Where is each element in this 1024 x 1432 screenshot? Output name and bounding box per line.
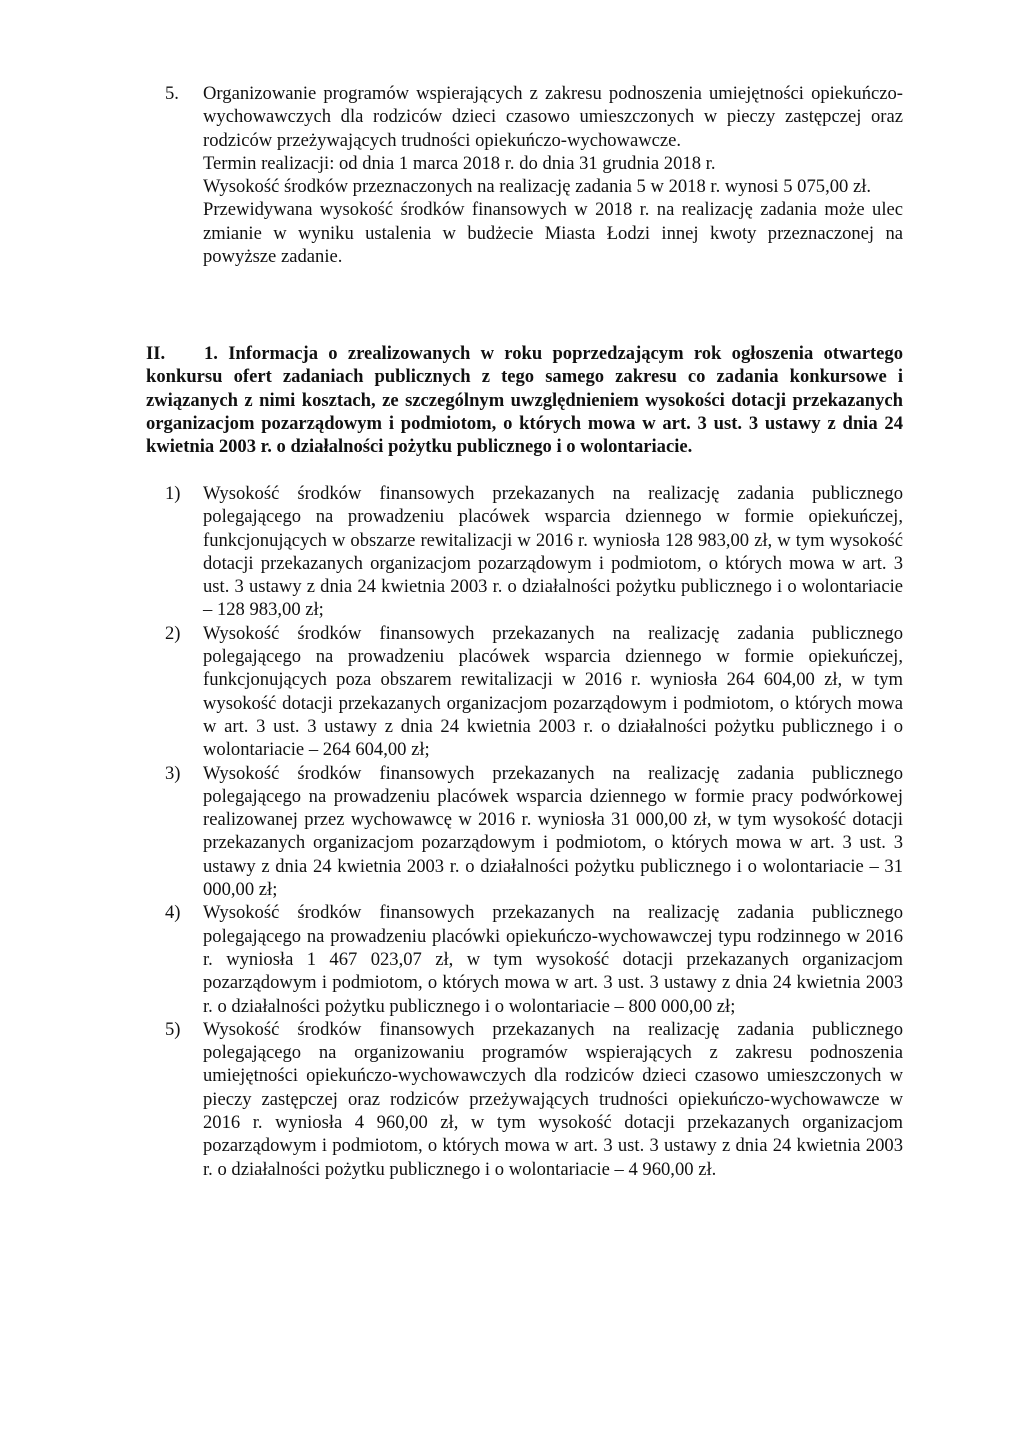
section-5-body [203,82,903,268]
list-item-text: Wysokość środków finansowych przekazanych na realizację zadania publicznego polegającego na prowadzeniu placówek wsparcia dziennego w formie opiekuńczej, funkcjonujących w obszarze rewitalizacji w 2016 r. wyniosła 128 983,00 zł, w tym wysokość dotacji przekazanych organizacjom pozarządowym i podmiotom, o których mowa w art. 3 ust. 3 ustawy z dnia 24 kwietnia 2003 r. o działalności pożytku publicznego i o wolontariacie – 128 983,00 zł; [203,483,903,621]
list-item-text: Wysokość środków finansowych przekazanych na realizację zadania publicznego polegającego na prowadzeniu placówek wsparcia dziennego w formie pracy podwórkowej realizowanej przez wychowawcę w 2016 r. wyniosła 31 000,00 zł, w tym wysokość dotacji przekazanych organizacjom pozarządowym i podmiotom, o których mowa w art. 3 ust. 3 ustawy z dnia 24 kwietnia 2003 r. o działalności pożytku publicznego i o wolontariacie – 31 000,00 zł; [203,762,903,901]
list-item [165,482,903,622]
list-item-text: Wysokość środków finansowych przekazanych na realizację zadania publicznego polegającego na prowadzeniu placówki opiekuńczo-wychowawczej typu rodzinnego w 2016 r. wyniosła 1 467 023,07 zł, w tym wysokość dotacji przekazanych organizacjom pozarządowym i podmiotom, o których mowa w art. 3 ust. 3 ustawy z dnia 24 kwietnia 2003 r. o działalności pożytku publicznego i o wolontariacie – 800 000,00 zł; [203,902,903,1017]
section-5-term: Termin realizacji: od dnia 1 marca 2018 r. do dnia 31 grudnia 2018 r. [203,152,716,174]
section-5-funds: Wysokość środków przeznaczonych na realizację zadania 5 w 2018 r. wynosi 5 075,00 zł. [203,176,872,198]
list-item [165,901,903,1017]
section-ii-heading: 1. Informacja o zrealizowanych w roku poprzedzającym rok ogłoszenia otwartego konkursu ofert zadaniach publicznych z tego samego zakresu co zadania konkursowe i związanych z nimi kosztach, ze szczególnym uwzględnieniem wysokości dotacji przekazanych organizacjom pozarządowym i podmiotom, o których mowa w art. 3 ust. 3 ustawy z dnia 24 kwietnia 2003 r. o działalności pożytku publicznego i o wolontariacie. [146,343,903,458]
section-5-number: 5. [165,83,179,104]
section-ii-number: II. [146,343,166,364]
list-item-marker: 1) [165,483,181,504]
list-item-marker: 3) [165,762,181,784]
section-5-description: Organizowanie programów wspierających z zakresu podnoszenia umiejętności opiekuńczo-wychowawczych dla rodziców dzieci czasowo umieszczonych w pieczy zastępczej oraz rodziców przeżywających trudności opiekuńczo-wychowawcze. [203,83,903,151]
list-item-text: Wysokość środków finansowych przekazanych na realizację zadania publicznego polegającego na organizowaniu programów wspierających z zakresu podnoszenia umiejętności opiekuńczo-wychowawczych dla rodziców dzieci czasowo umieszczonych w pieczy zastępczej oraz rodziców przeżywających trudności opiekuńczo-wychowawcze w 2016 r. wyniosła 4 960,00 zł, w tym wysokość dotacji przekazanych organizacjom pozarządowym i podmiotom, o których mowa w art. 3 ust. 3 ustawy z dnia 24 kwietnia 2003 r. o działalności pożytku publicznego i o wolontariacie – 4 960,00 zł. [203,1018,903,1180]
section-ii-heading-block [146,342,903,458]
list-item [165,1018,903,1181]
section-5-note: Przewidywana wysokość środków finansowych w 2018 r. na realizację zadania może ulec zmianie w wyniku ustalenia w budżecie Miasta Łodzi innej kwoty przeznaczonej na powyższe zadanie. [203,199,903,268]
list-item-marker: 5) [165,1018,181,1040]
list-item-marker: 4) [165,902,181,924]
funding-list [165,482,903,1181]
list-item-marker: 2) [165,622,181,644]
list-item [165,762,903,902]
list-item [165,622,903,762]
list-item-text: Wysokość środków finansowych przekazanych na realizację zadania publicznego polegającego na prowadzeniu placówek wsparcia dziennego w formie opiekuńczej, funkcjonujących poza obszarem rewitalizacji w 2016 r. wyniosła 264 604,00 zł, w tym wysokość dotacji przekazanych organizacjom pozarządowym i podmiotom, o których mowa w art. 3 ust. 3 ustawy z dnia 24 kwietnia 2003 r. o działalności pożytku publicznego i o wolontariacie – 264 604,00 zł; [203,622,903,761]
